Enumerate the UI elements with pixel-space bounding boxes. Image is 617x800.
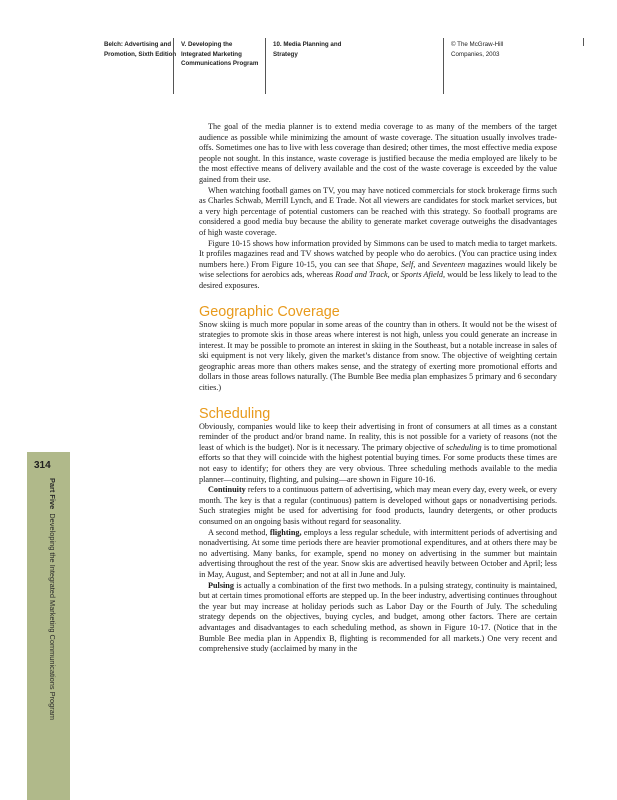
paragraph: When watching football games on TV, you may have noticed commercials for stock brokerage firms such as Charles Schwab, Merrill Lynch, and E Trade. Not all viewers are candidates for stock market services, but a very high percentage of potential customers can be reached with this strategy. So football programs are considered a good media buy because the ability to generate market coverage outweighs the disadvantages of high waste coverage. [199, 185, 557, 237]
paragraph: Obviously, companies would like to keep their advertising in front of consumers at all times as a constant reminder of the product and/or brand name. In reality, this is not possible for a variety of reasons (not the least of which is the budget). Nor is it necessary. The primary objective of scheduling is to time promotional efforts so that they will coincide with the highest potential buying times. For some products these times are not easy to identify; for others they are very obvious. Three scheduling methods available to the media planner—continuity, flighting, and pulsing—are shown in Figure 10-16. [199, 421, 557, 484]
header-chapter-title: 10. Media Planning and Strategy [265, 38, 445, 94]
paragraph: The goal of the media planner is to extend media coverage to as many of the members of the target audience as possible while minimizing the amount of waste coverage. The situation usually involves trade-offs. Sometimes one has to live with less coverage than desired; other times, the most effective media expose people not sought. In this instance, waste coverage is justified because the media employed are likely to be the most effective means of delivery available and the cost of the waste coverage is exceeded by the value gained from their use. [199, 122, 557, 184]
section-heading-geographic-coverage: Geographic Coverage [199, 303, 340, 320]
header-part-title: V. Developing the Integrated Marketing Communications Program [173, 38, 268, 94]
paragraph: Figure 10-15 shows how information provided by Simmons can be used to match media to target markets. It profiles magazines read and TV shows watched by people who do aerobics. (You can practice using index numbers here.) From Figure 10-15, you can see that Shape, Self, and Seventeen magazines would likely be wise selections for aerobics ads, whereas Road and Track, or Sports Afield, would be less likely to lead to the desired exposures. [199, 238, 558, 290]
part-title: Developing the Integrated Marketing Communications Program [48, 513, 57, 720]
page-number: 314 [34, 460, 51, 471]
paragraph: A second method, flighting, employs a less regular schedule, with intermittent periods of advertising and nonadvertising. At some time periods there are heavier promotional expenditures, and at others there may be no advertising. Many banks, for example, spend no money on advertising in the summer but maintain advertising throughout the rest of the year. Snow skis are advertised heavily between October and April; less in May, August, and September; and not at all in June and July. [199, 527, 557, 579]
section-heading-scheduling: Scheduling [199, 405, 271, 422]
paragraph: Pulsing is actually a combination of the first two methods. In a pulsing strategy, continuity is maintained, but at certain times promotional efforts are stepped up. In the beer industry, advertising continues throughout the year but may increase at holiday periods such as Labor Day or the Fourth of July. The scheduling strategy depends on the objectives, buying cycles, and budget, among other factors. There are certain advantages and disadvantages to each scheduling method, as shown in Figure 10-17. (Notice that in the Bumble Bee media plan in Appendix B, flighting is recommended for all markets.) One very recent and comprehensive study (acclaimed by many in the [199, 580, 557, 654]
header-divider [583, 38, 584, 46]
header-book-title: Belch: Advertising and Promotion, Sixth Edition [104, 41, 177, 58]
paragraph: Continuity refers to a continuous pattern of advertising, which may mean every day, every week, or every month. The key is that a regular (continuous) pattern is developed without gaps or nonadvertising periods. Such strategies might be used for advertising for food products, laundry detergents, or other products consumed on an ongoing basis without regard for seasonality. [199, 485, 557, 526]
page-header [0, 38, 617, 98]
part-caption [48, 478, 57, 720]
header-copyright: © The McGraw-Hill Companies, 2003 [443, 38, 583, 94]
paragraph: Snow skiing is much more popular in some areas of the country than in others. It would not be the wisest of strategies to promote skis in those areas where interest is not high, unless you could generate an increase in interest. It may be possible to promote an interest in skiing in the Southeast, but a notable increase in sales of ski equipment is not very likely, given the market’s distance from snow. The objective of weighting certain geographic areas more than others makes sense, and the strategy of exerting more promotional efforts and dollars in those areas follows naturally. (The Bumble Bee media plan emphasizes 5 primary and 6 secondary cities.) [199, 319, 557, 393]
main-content [199, 122, 557, 655]
part-label: Part Five [48, 478, 57, 510]
